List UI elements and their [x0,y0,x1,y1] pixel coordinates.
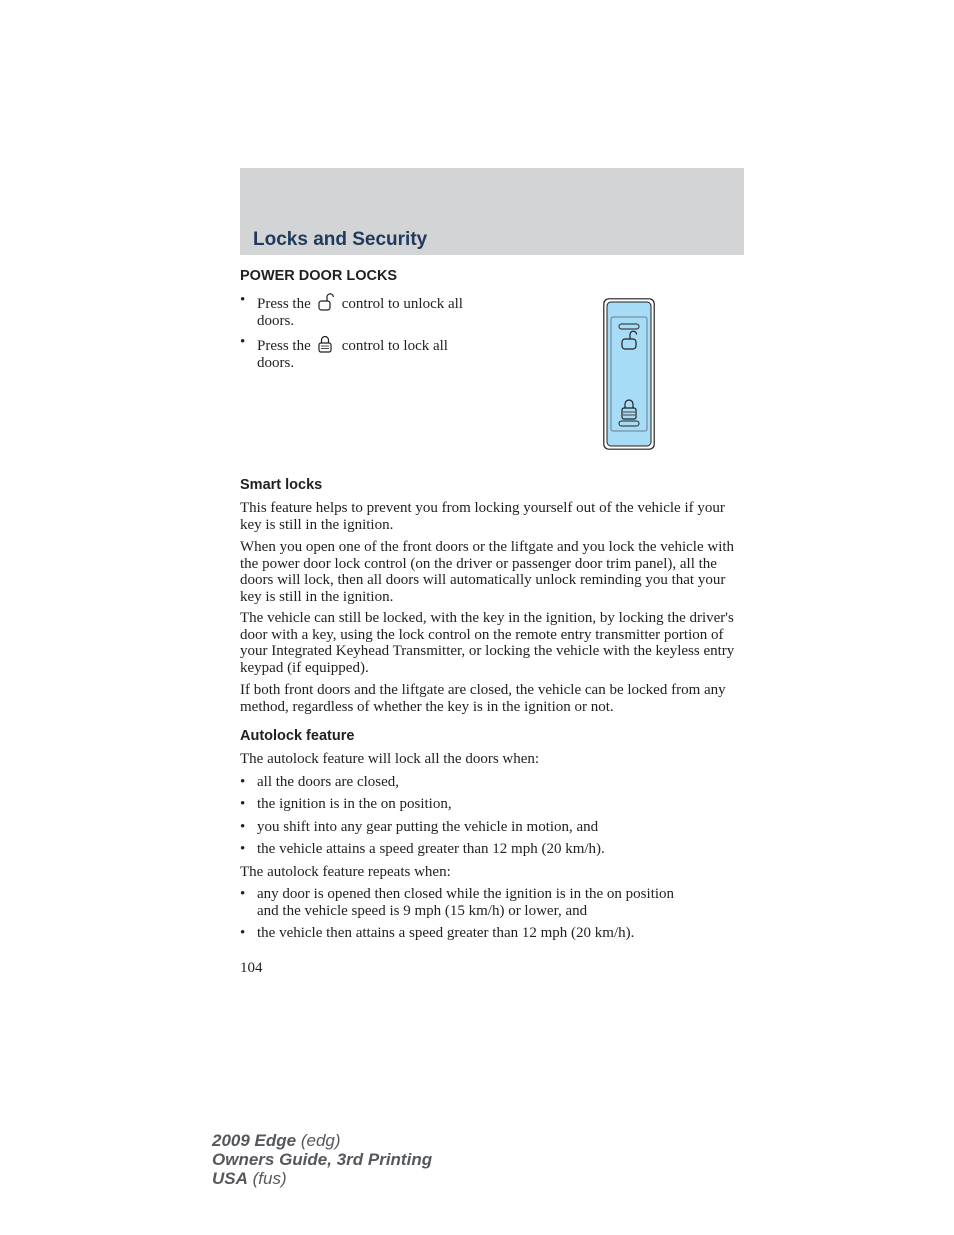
footer-model-code: (edg) [300,1131,341,1150]
instruction-suffix: control to lock all [341,338,448,354]
list-item-text: all the doors are closed, [257,774,400,790]
list-item-line: and the vehicle speed is 9 mph (15 km/h) or lower, and [257,903,588,919]
list-item-text: you shift into any gear putting the vehicle in motion, and [257,819,599,835]
bullet-dot: • [240,819,246,835]
list-item [240,925,634,942]
bullet-dot: • [240,925,246,941]
page-number: 104 [240,960,263,976]
list-item-text: the ignition is in the on position, [257,796,452,812]
footer-market: USA [212,1169,248,1188]
footer-guide: Owners Guide, 3rd Printing [212,1150,433,1169]
power-door-locks-heading: POWER DOOR LOCKS [240,268,398,284]
document-footer [212,1131,432,1188]
instruction-prefix: Press the [257,296,311,312]
smart-locks-paragraph: If both front doors and the liftgate are closed, the vehicle can be locked from any method, regardless of whether the key is in the ignition or not. [240,682,726,715]
smart-locks-paragraph: When you open one of the front doors or the liftgate and you lock the vehicle with the power door lock control (on the driver or passenger door trim panel), all the doors will lock, then all doors will automatically unlock reminding you that your key is still in the ignition. [240,539,735,605]
section-header-band [240,168,744,255]
footer-model: 2009 Edge [212,1131,297,1150]
lock-instruction [240,334,448,372]
bullet-text [257,334,448,372]
bullet-dot: • [240,292,246,308]
unlock-instruction [240,292,463,330]
list-item [240,841,605,858]
list-item [240,774,399,791]
bullet-dot: • [240,841,246,857]
autolock-repeat-intro: The autolock feature repeats when: [240,864,451,880]
unlock-icon [316,292,334,312]
autolock-heading: Autolock feature [240,728,355,744]
instruction-line2: doors. [257,313,295,329]
autolock-intro: The autolock feature will lock all the doors when: [240,751,540,767]
door-lock-switch-illustration [603,298,655,450]
bullet-dot: • [240,796,246,812]
list-item-text [257,886,674,920]
list-item-text: the vehicle attains a speed greater than 12 mph (20 km/h). [257,841,605,857]
bullet-text [257,292,463,330]
bullet-dot: • [240,886,246,902]
smart-locks-paragraph: This feature helps to prevent you from locking yourself out of the vehicle if your key is still in the ignition. [240,500,725,533]
section-title: Locks and Security [253,229,428,250]
lock-icon [316,334,334,354]
smart-locks-heading: Smart locks [240,477,323,493]
footer-market-code: (fus) [252,1169,287,1188]
bullet-dot: • [240,334,246,350]
list-item [240,886,674,920]
list-item [240,819,598,836]
instruction-suffix: control to unlock all [341,296,463,312]
instruction-prefix: Press the [257,338,311,354]
list-item [240,796,452,813]
list-item-line: any door is opened then closed while the ignition is in the on position [257,886,675,902]
list-item-text: the vehicle then attains a speed greater than 12 mph (20 km/h). [257,925,635,941]
smart-locks-paragraph: The vehicle can still be locked, with the key in the ignition, by locking the driver's door with a key, using the lock control on the remote entry transmitter portion of your Integrated Keyhead Transmitter, or locking the vehicle with the keyless entry keypad (if equipped). [240,610,735,676]
instruction-line2: doors. [257,355,295,371]
bullet-dot: • [240,774,246,790]
